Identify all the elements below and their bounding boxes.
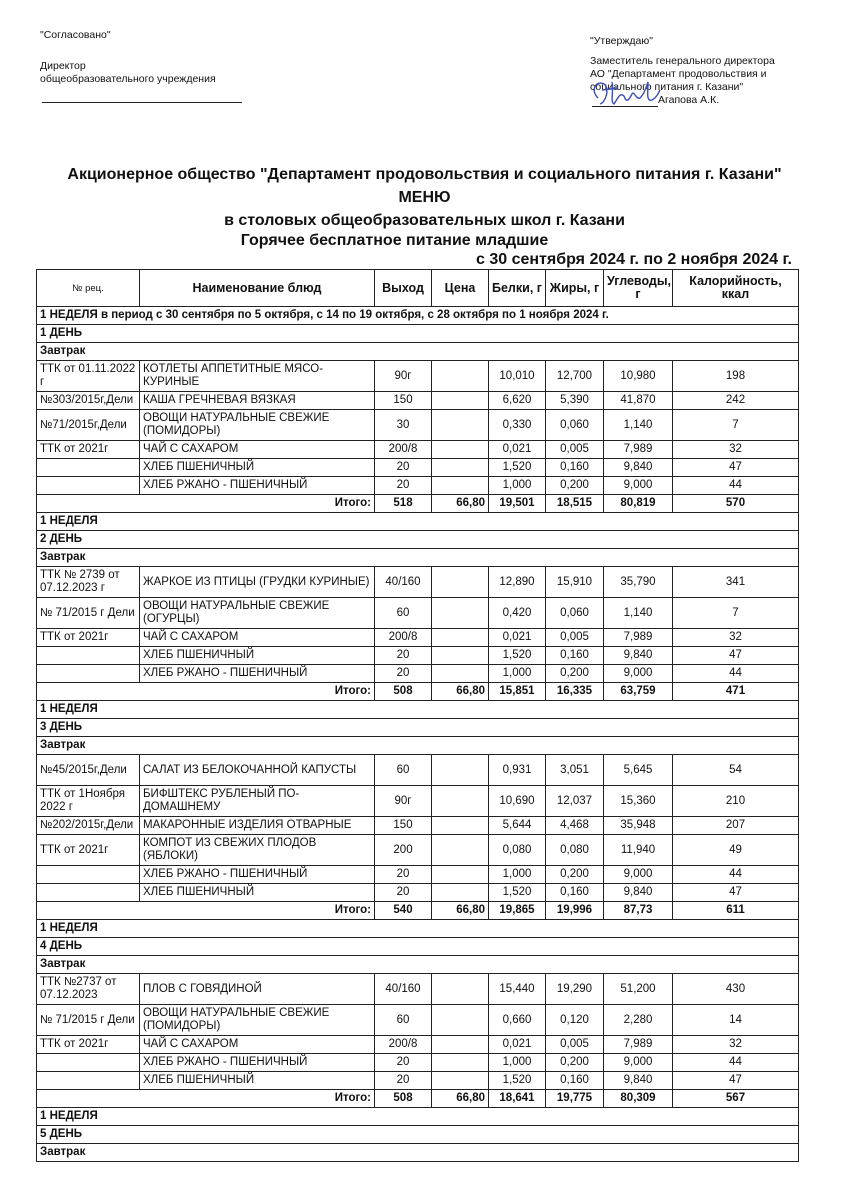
cell-carbs: 9,840	[604, 647, 673, 665]
cell-carbs: 9,000	[604, 1054, 673, 1072]
cell-fat: 19,290	[546, 974, 604, 1005]
cell-protein: 10,010	[489, 361, 546, 392]
cell-rec: ТТК от 2021г	[37, 441, 140, 459]
cell-protein: 1,000	[489, 1054, 546, 1072]
cell-kcal: 44	[673, 665, 799, 683]
cell-fat: 12,700	[546, 361, 604, 392]
table-row	[37, 1036, 799, 1054]
cell-rec: №71/2015г,Дели	[37, 410, 140, 441]
cell-protein: 0,330	[489, 410, 546, 441]
total-carbs: 63,759	[604, 683, 673, 701]
table-row	[37, 1072, 799, 1090]
total-fat: 18,515	[546, 495, 604, 513]
cell-fat: 0,200	[546, 1054, 604, 1072]
cell-price	[432, 629, 489, 647]
col-header-name: Наименование блюд	[140, 270, 375, 307]
cell-protein: 1,520	[489, 647, 546, 665]
cell-carbs: 41,870	[604, 392, 673, 410]
cell-rec	[37, 1072, 140, 1090]
cell-name: КОМПОТ ИЗ СВЕЖИХ ПЛОДОВ (ЯБЛОКИ)	[140, 835, 375, 866]
total-output: 508	[375, 683, 432, 701]
col-header-fat: Жиры, г	[546, 270, 604, 307]
approval-left	[40, 29, 216, 86]
cell-price	[432, 392, 489, 410]
total-label: Итого:	[37, 683, 375, 701]
cell-carbs: 35,790	[604, 567, 673, 598]
day-label: 2 ДЕНЬ	[37, 531, 799, 549]
week-label: 1 НЕДЕЛЯ	[37, 920, 799, 938]
cell-name: ХЛЕБ ПШЕНИЧНЫЙ	[140, 459, 375, 477]
cell-fat: 0,080	[546, 835, 604, 866]
cell-kcal: 47	[673, 884, 799, 902]
cell-price	[432, 786, 489, 817]
total-carbs: 87,73	[604, 902, 673, 920]
cell-carbs: 9,840	[604, 459, 673, 477]
cell-output: 20	[375, 1054, 432, 1072]
cell-name: ПЛОВ С ГОВЯДИНОЙ	[140, 974, 375, 1005]
cell-protein: 1,520	[489, 884, 546, 902]
cell-price	[432, 361, 489, 392]
meal-label: Завтрак	[37, 737, 799, 755]
cell-price	[432, 866, 489, 884]
cell-name: КАША ГРЕЧНЕВАЯ ВЯЗКАЯ	[140, 392, 375, 410]
cell-carbs: 9,000	[604, 665, 673, 683]
cell-carbs: 7,989	[604, 441, 673, 459]
total-output: 540	[375, 902, 432, 920]
cell-carbs: 35,948	[604, 817, 673, 835]
cell-protein: 10,690	[489, 786, 546, 817]
cell-protein: 1,520	[489, 1072, 546, 1090]
table-row	[37, 598, 799, 629]
total-protein: 19,865	[489, 902, 546, 920]
cell-fat: 4,468	[546, 817, 604, 835]
meal-label: Завтрак	[37, 956, 799, 974]
table-row	[37, 361, 799, 392]
cell-price	[432, 1005, 489, 1036]
col-header-protein: Белки, г	[489, 270, 546, 307]
week-label-row	[37, 920, 799, 938]
cell-fat: 0,005	[546, 1036, 604, 1054]
cell-fat: 0,160	[546, 884, 604, 902]
approval-right-org-1: АО "Департамент продовольствия и	[590, 68, 767, 80]
table-row	[37, 665, 799, 683]
col-header-rec: № рец.	[37, 270, 140, 307]
cell-carbs: 1,140	[604, 598, 673, 629]
cell-protein: 0,931	[489, 755, 546, 786]
total-kcal: 611	[673, 902, 799, 920]
col-header-carbs: Углеводы, г	[604, 270, 673, 307]
cell-carbs: 9,840	[604, 884, 673, 902]
cell-fat: 0,200	[546, 866, 604, 884]
meal-label-row	[37, 549, 799, 567]
cell-fat: 3,051	[546, 755, 604, 786]
cell-rec: № 71/2015 г Дели	[37, 1005, 140, 1036]
cell-output: 60	[375, 1005, 432, 1036]
table-row	[37, 441, 799, 459]
cell-carbs: 11,940	[604, 835, 673, 866]
cell-rec: ТТК от 1Ноября 2022 г	[37, 786, 140, 817]
day-label: 4 ДЕНЬ	[37, 938, 799, 956]
cell-carbs: 9,000	[604, 477, 673, 495]
col-header-output: Выход	[375, 270, 432, 307]
cell-output: 200/8	[375, 1036, 432, 1054]
total-kcal: 471	[673, 683, 799, 701]
cell-carbs: 9,840	[604, 1072, 673, 1090]
day-label: 1 ДЕНЬ	[37, 325, 799, 343]
col-header-price: Цена	[432, 270, 489, 307]
week-label-row	[37, 513, 799, 531]
cell-fat: 5,390	[546, 392, 604, 410]
table-row	[37, 459, 799, 477]
approval-right-position: Заместитель генерального директора	[590, 55, 775, 67]
cell-name: ОВОЩИ НАТУРАЛЬНЫЕ СВЕЖИЕ (ПОМИДОРЫ)	[140, 1005, 375, 1036]
cell-output: 20	[375, 665, 432, 683]
cell-output: 40/160	[375, 567, 432, 598]
total-row	[37, 495, 799, 513]
cell-kcal: 7	[673, 410, 799, 441]
cell-kcal: 44	[673, 1054, 799, 1072]
cell-name: ХЛЕБ РЖАНО - ПШЕНИЧНЫЙ	[140, 665, 375, 683]
cell-name: ХЛЕБ ПШЕНИЧНЫЙ	[140, 1072, 375, 1090]
cell-fat: 0,160	[546, 647, 604, 665]
cell-rec	[37, 459, 140, 477]
total-price: 66,80	[432, 1090, 489, 1108]
cell-rec: ТТК от 2021г	[37, 1036, 140, 1054]
cell-kcal: 54	[673, 755, 799, 786]
cell-protein: 0,021	[489, 629, 546, 647]
cell-name: ХЛЕБ ПШЕНИЧНЫЙ	[140, 647, 375, 665]
cell-output: 20	[375, 459, 432, 477]
approval-left-position: Директор	[40, 60, 86, 72]
week-label-row	[37, 701, 799, 719]
cell-price	[432, 974, 489, 1005]
cell-price	[432, 1072, 489, 1090]
cell-rec: ТТК от 2021г	[37, 835, 140, 866]
cell-price	[432, 835, 489, 866]
cell-kcal: 32	[673, 629, 799, 647]
cell-price	[432, 441, 489, 459]
week-header: 1 НЕДЕЛЯ в период с 30 сентября по 5 октября, с 14 по 19 октября, с 28 октября по 1 ноября 2024 г.	[37, 307, 799, 325]
cell-rec: №45/2015г,Дели	[37, 755, 140, 786]
cell-rec	[37, 665, 140, 683]
cell-price	[432, 665, 489, 683]
week-label-row	[37, 1108, 799, 1126]
day-label: 5 ДЕНЬ	[37, 1126, 799, 1144]
cell-name: ЧАЙ С САХАРОМ	[140, 1036, 375, 1054]
cell-kcal: 14	[673, 1005, 799, 1036]
cell-carbs: 9,000	[604, 866, 673, 884]
cell-carbs: 7,989	[604, 629, 673, 647]
cell-output: 60	[375, 598, 432, 629]
menu-period: с 30 сентября 2024 г. по 2 ноября 2024 г.	[476, 251, 792, 268]
meal-label-row	[37, 1144, 799, 1162]
cell-carbs: 2,280	[604, 1005, 673, 1036]
cell-protein: 5,644	[489, 817, 546, 835]
cell-kcal: 44	[673, 866, 799, 884]
cell-kcal: 207	[673, 817, 799, 835]
cell-carbs: 51,200	[604, 974, 673, 1005]
approval-left-signature-line	[42, 102, 242, 103]
cell-kcal: 47	[673, 647, 799, 665]
week-header-row	[37, 307, 799, 325]
day-label-row	[37, 938, 799, 956]
table-row	[37, 410, 799, 441]
total-carbs: 80,309	[604, 1090, 673, 1108]
cell-kcal: 210	[673, 786, 799, 817]
total-carbs: 80,819	[604, 495, 673, 513]
cell-kcal: 47	[673, 1072, 799, 1090]
table-row	[37, 629, 799, 647]
table-row	[37, 974, 799, 1005]
approval-right-signer: Агапова А.К.	[658, 94, 720, 106]
cell-protein: 1,000	[489, 866, 546, 884]
cell-price	[432, 1036, 489, 1054]
menu-table	[36, 269, 799, 1162]
cell-output: 60	[375, 755, 432, 786]
cell-rec	[37, 647, 140, 665]
table-row	[37, 1005, 799, 1036]
cell-rec: ТТК от 01.11.2022 г	[37, 361, 140, 392]
cell-price	[432, 884, 489, 902]
menu-category: Горячее бесплатное питание младшие	[240, 232, 549, 249]
approval-left-label: "Согласовано"	[40, 29, 111, 41]
approval-right-label: "Утверждаю"	[590, 35, 653, 47]
signature-icon	[588, 76, 668, 110]
cell-name: МАКАРОННЫЕ ИЗДЕЛИЯ ОТВАРНЫЕ	[140, 817, 375, 835]
table-row	[37, 817, 799, 835]
table-row	[37, 866, 799, 884]
cell-kcal: 7	[673, 598, 799, 629]
menu-title: МЕНЮ	[398, 189, 451, 206]
cell-name: ОВОЩИ НАТУРАЛЬНЫЕ СВЕЖИЕ (ОГУРЦЫ)	[140, 598, 375, 629]
cell-protein: 1,000	[489, 665, 546, 683]
total-price: 66,80	[432, 902, 489, 920]
week-label: 1 НЕДЕЛЯ	[37, 513, 799, 531]
cell-price	[432, 647, 489, 665]
total-protein: 18,641	[489, 1090, 546, 1108]
cell-price	[432, 598, 489, 629]
approval-right-org-2: социального питания г. Казани"	[590, 81, 744, 93]
cell-protein: 0,420	[489, 598, 546, 629]
total-protein: 19,501	[489, 495, 546, 513]
meal-label-row	[37, 343, 799, 361]
total-row	[37, 683, 799, 701]
cell-protein: 1,520	[489, 459, 546, 477]
meal-label: Завтрак	[37, 343, 799, 361]
cell-kcal: 44	[673, 477, 799, 495]
day-label-row	[37, 531, 799, 549]
cell-name: БИФШТЕКС РУБЛЕНЫЙ ПО-ДОМАШНЕМУ	[140, 786, 375, 817]
cell-fat: 15,910	[546, 567, 604, 598]
col-header-kcal: Калорийность, ккал	[673, 270, 799, 307]
cell-rec: ТТК от 2021г	[37, 629, 140, 647]
cell-carbs: 5,645	[604, 755, 673, 786]
meal-label: Завтрак	[37, 549, 799, 567]
cell-fat: 0,060	[546, 598, 604, 629]
total-kcal: 567	[673, 1090, 799, 1108]
total-fat: 19,996	[546, 902, 604, 920]
cell-kcal: 32	[673, 441, 799, 459]
cell-output: 20	[375, 477, 432, 495]
table-header-row	[37, 270, 799, 307]
cell-protein: 15,440	[489, 974, 546, 1005]
cell-output: 90г	[375, 361, 432, 392]
total-label: Итого:	[37, 495, 375, 513]
table-row	[37, 884, 799, 902]
cell-output: 20	[375, 647, 432, 665]
total-protein: 15,851	[489, 683, 546, 701]
cell-fat: 0,120	[546, 1005, 604, 1036]
cell-carbs: 10,980	[604, 361, 673, 392]
cell-name: ХЛЕБ РЖАНО - ПШЕНИЧНЫЙ	[140, 477, 375, 495]
total-row	[37, 1090, 799, 1108]
cell-rec: ТТК № 2739 от 07.12.2023 г	[37, 567, 140, 598]
cell-fat: 0,060	[546, 410, 604, 441]
cell-protein: 0,080	[489, 835, 546, 866]
menu-subtitle: в столовых общеобразовательных школ г. Казани	[224, 212, 625, 229]
cell-name: КОТЛЕТЫ АППЕТИТНЫЕ МЯСО-КУРИНЫЕ	[140, 361, 375, 392]
cell-output: 150	[375, 817, 432, 835]
cell-kcal: 49	[673, 835, 799, 866]
cell-fat: 0,005	[546, 629, 604, 647]
total-label: Итого:	[37, 902, 375, 920]
meal-label: Завтрак	[37, 1144, 799, 1162]
total-output: 518	[375, 495, 432, 513]
cell-name: ЖАРКОЕ ИЗ ПТИЦЫ (ГРУДКИ КУРИНЫЕ)	[140, 567, 375, 598]
table-row	[37, 755, 799, 786]
cell-kcal: 430	[673, 974, 799, 1005]
cell-protein: 1,000	[489, 477, 546, 495]
cell-output: 200	[375, 835, 432, 866]
cell-output: 40/160	[375, 974, 432, 1005]
total-label: Итого:	[37, 1090, 375, 1108]
cell-fat: 0,005	[546, 441, 604, 459]
cell-kcal: 32	[673, 1036, 799, 1054]
cell-rec	[37, 1054, 140, 1072]
table-row	[37, 1054, 799, 1072]
cell-name: ХЛЕБ РЖАНО - ПШЕНИЧНЫЙ	[140, 866, 375, 884]
cell-carbs: 15,360	[604, 786, 673, 817]
cell-output: 30	[375, 410, 432, 441]
org-title: Акционерное общество "Департамент продовольствия и социального питания г. Казани"	[67, 166, 782, 183]
cell-protein: 12,890	[489, 567, 546, 598]
cell-price	[432, 567, 489, 598]
cell-output: 90г	[375, 786, 432, 817]
cell-name: ЧАЙ С САХАРОМ	[140, 441, 375, 459]
cell-fat: 12,037	[546, 786, 604, 817]
cell-rec	[37, 477, 140, 495]
cell-carbs: 7,989	[604, 1036, 673, 1054]
cell-fat: 0,160	[546, 459, 604, 477]
cell-fat: 0,160	[546, 1072, 604, 1090]
cell-carbs: 1,140	[604, 410, 673, 441]
cell-kcal: 198	[673, 361, 799, 392]
cell-name: ХЛЕБ РЖАНО - ПШЕНИЧНЫЙ	[140, 1054, 375, 1072]
cell-rec	[37, 884, 140, 902]
day-label: 3 ДЕНЬ	[37, 719, 799, 737]
total-output: 508	[375, 1090, 432, 1108]
cell-rec	[37, 866, 140, 884]
cell-price	[432, 817, 489, 835]
cell-name: САЛАТ ИЗ БЕЛОКОЧАННОЙ КАПУСТЫ	[140, 755, 375, 786]
day-label-row	[37, 1126, 799, 1144]
cell-output: 200/8	[375, 629, 432, 647]
table-row	[37, 647, 799, 665]
cell-price	[432, 410, 489, 441]
total-price: 66,80	[432, 683, 489, 701]
cell-price	[432, 1054, 489, 1072]
table-row	[37, 786, 799, 817]
day-label-row	[37, 719, 799, 737]
cell-rec: №303/2015г,Дели	[37, 392, 140, 410]
cell-price	[432, 477, 489, 495]
cell-output: 20	[375, 866, 432, 884]
day-label-row	[37, 325, 799, 343]
total-kcal: 570	[673, 495, 799, 513]
cell-output: 150	[375, 392, 432, 410]
cell-kcal: 341	[673, 567, 799, 598]
cell-rec: №202/2015г,Дели	[37, 817, 140, 835]
cell-rec: № 71/2015 г Дели	[37, 598, 140, 629]
week-label: 1 НЕДЕЛЯ	[37, 701, 799, 719]
cell-output: 20	[375, 884, 432, 902]
cell-protein: 0,021	[489, 441, 546, 459]
cell-name: ХЛЕБ ПШЕНИЧНЫЙ	[140, 884, 375, 902]
cell-kcal: 47	[673, 459, 799, 477]
total-price: 66,80	[432, 495, 489, 513]
cell-fat: 0,200	[546, 665, 604, 683]
cell-rec: ТТК №2737 от 07.12.2023	[37, 974, 140, 1005]
cell-price	[432, 459, 489, 477]
cell-protein: 0,021	[489, 1036, 546, 1054]
cell-protein: 0,660	[489, 1005, 546, 1036]
cell-price	[432, 755, 489, 786]
approval-left-org: общеобразовательного учреждения	[40, 73, 216, 85]
cell-kcal: 242	[673, 392, 799, 410]
cell-fat: 0,200	[546, 477, 604, 495]
week-label: 1 НЕДЕЛЯ	[37, 1108, 799, 1126]
meal-label-row	[37, 956, 799, 974]
total-fat: 16,335	[546, 683, 604, 701]
cell-name: ОВОЩИ НАТУРАЛЬНЫЕ СВЕЖИЕ (ПОМИДОРЫ)	[140, 410, 375, 441]
total-row	[37, 902, 799, 920]
table-row	[37, 567, 799, 598]
cell-output: 20	[375, 1072, 432, 1090]
table-row	[37, 477, 799, 495]
table-row	[37, 392, 799, 410]
table-row	[37, 835, 799, 866]
cell-protein: 6,620	[489, 392, 546, 410]
meal-label-row	[37, 737, 799, 755]
cell-output: 200/8	[375, 441, 432, 459]
total-fat: 19,775	[546, 1090, 604, 1108]
cell-name: ЧАЙ С САХАРОМ	[140, 629, 375, 647]
